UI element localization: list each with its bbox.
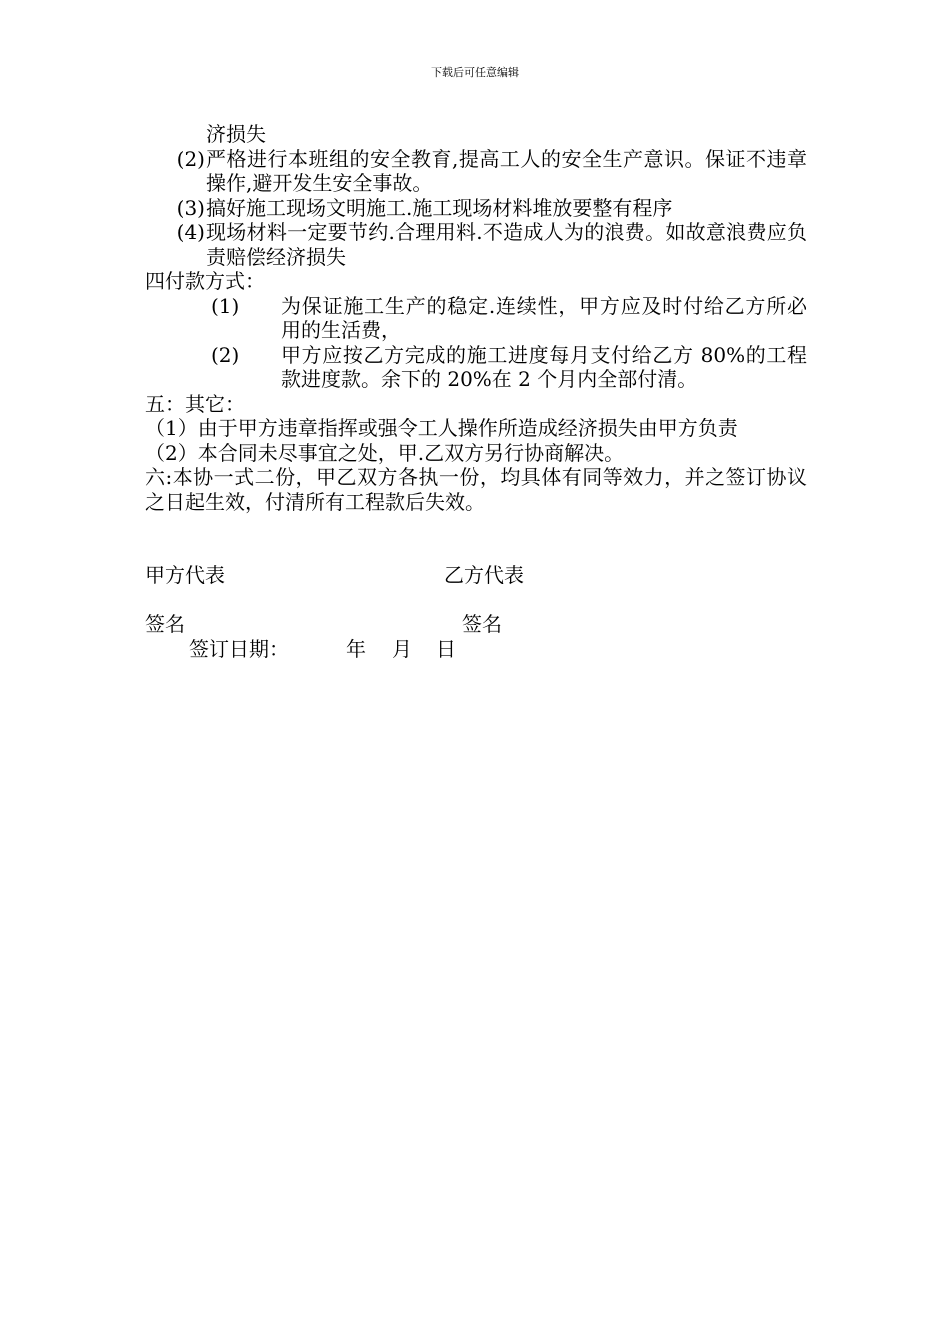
date-year: 年 (346, 636, 366, 661)
date-day: 日 (436, 636, 456, 661)
clause-text: 搞好施工现场文明施工.施工现场材料堆放要整有程序 (206, 195, 673, 220)
clause-text: 现场材料一定要节约.合理用料.不造成人为的浪费。如故意浪费应负责赔偿经济损失 (206, 220, 807, 269)
section-title-payment: 四付款方式： (145, 269, 265, 293)
clause-number: (2) (176, 146, 205, 171)
payment-number: (2) (211, 342, 240, 367)
payment-text: 为保证施工生产的稳定.连续性，甲方应及时付给乙方所必用的生活费， (281, 293, 807, 342)
spacer (145, 588, 807, 613)
contract-body (145, 122, 807, 661)
payment-item (145, 294, 807, 343)
date-row (145, 637, 807, 662)
clause-text: 严格进行本班组的安全教育,提高工人的安全生产意识。保证不违章操作,避开发生安全事故。 (206, 146, 807, 195)
clause-item (145, 147, 807, 196)
party-a-sign-label: 签名 (145, 612, 185, 636)
other-item: （2）本合同未尽事宜之处，甲.乙双方另行协商解决。 (145, 440, 625, 465)
clause-continuation: 济损失 (206, 122, 266, 146)
signature-row (145, 612, 807, 637)
date-label: 签订日期： (189, 636, 289, 661)
other-item: （1）由于甲方违章指挥或强令工人操作所造成经济损失由甲方负责 (145, 416, 738, 440)
date-month: 月 (392, 636, 412, 661)
party-b-rep-label: 乙方代表 (444, 563, 524, 587)
clause-number: (4) (176, 220, 205, 244)
section-title-other: 五：其它： (145, 391, 245, 416)
clause-number: (3) (176, 195, 205, 220)
clause-item (145, 196, 807, 221)
section-validity: 六:本协一式二份，甲乙双方各执一份，均具体有同等效力，并之签订协议之日起生效，付清所有工程款后失效。 (145, 465, 807, 514)
payment-item (145, 343, 807, 392)
representative-row (145, 563, 807, 588)
payment-number: (1) (211, 293, 240, 318)
clause-item (145, 220, 807, 269)
page-header: 下载后可任意编辑 (431, 66, 519, 79)
party-a-rep-label: 甲方代表 (145, 563, 225, 587)
party-b-sign-label: 签名 (462, 612, 502, 636)
spacer (145, 514, 807, 563)
payment-text: 甲方应按乙方完成的施工进度每月支付给乙方 80%的工程款进度款。余下的 20%在 2 个月内全部付清。 (281, 342, 807, 391)
